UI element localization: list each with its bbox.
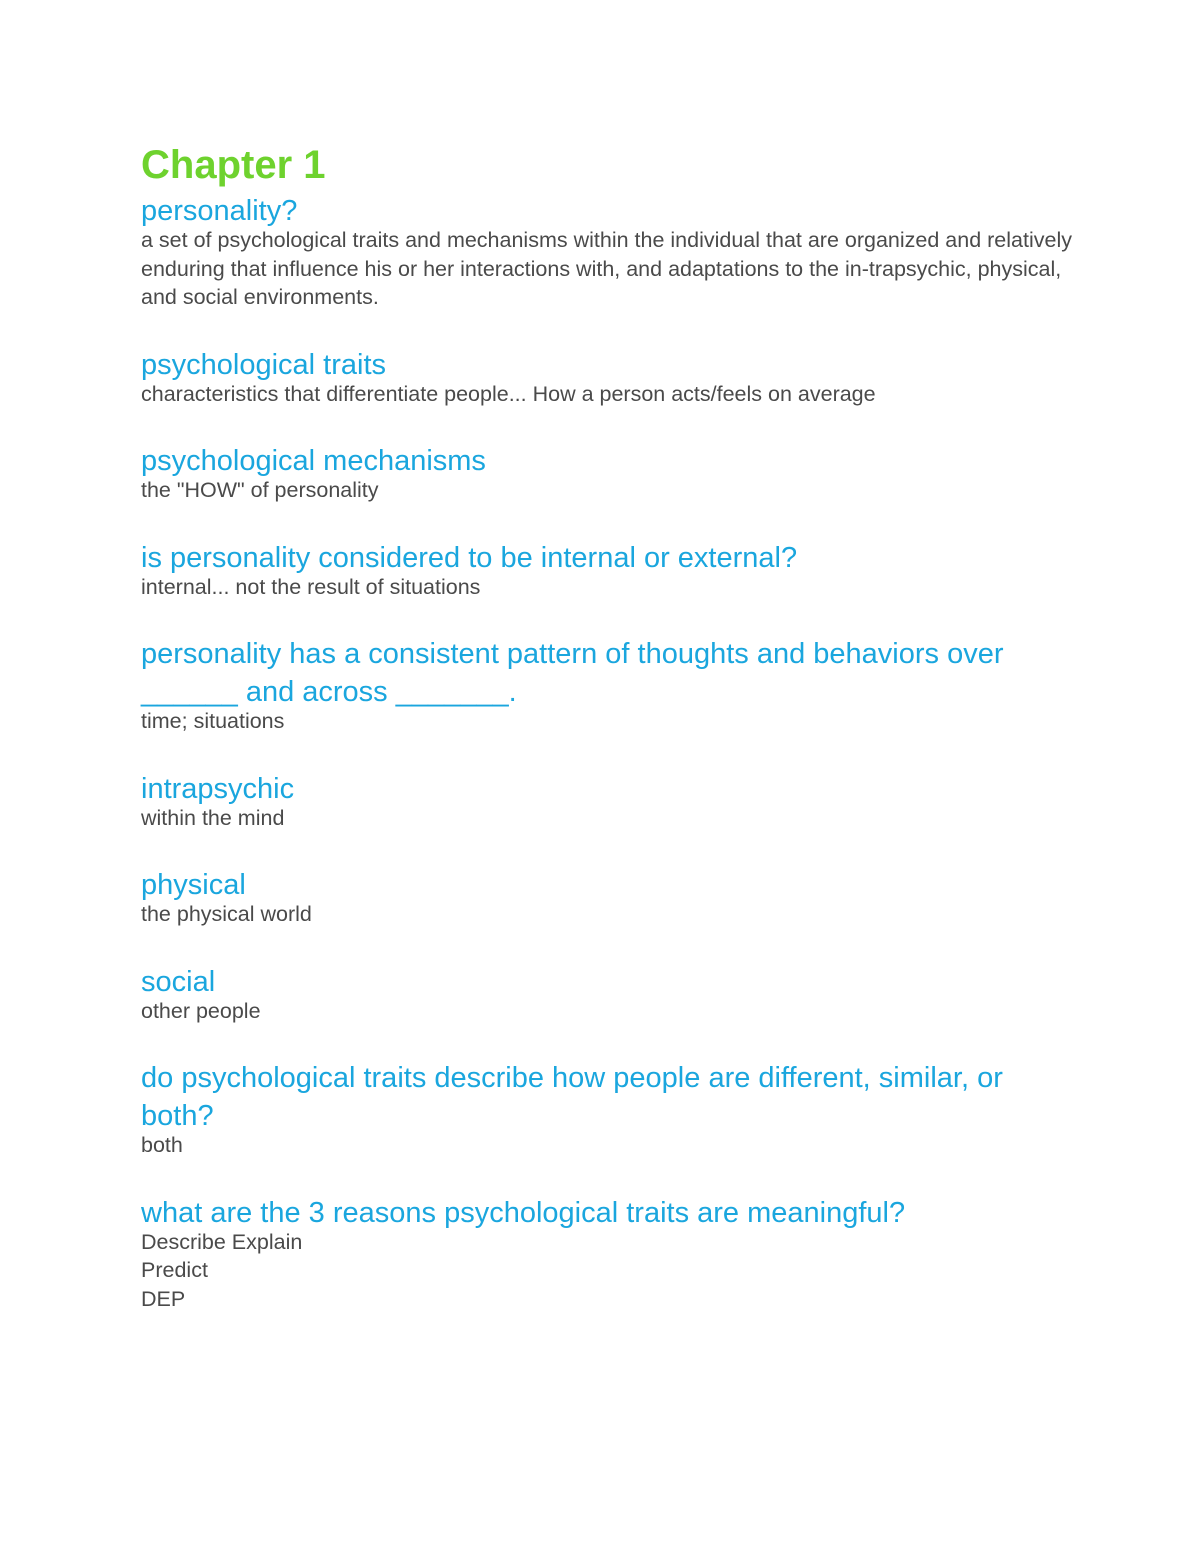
card-term: social bbox=[141, 965, 216, 998]
card-term: psychological traits bbox=[141, 348, 386, 381]
card-definition: a set of psychological traits and mechanisms within the individual that are organized and relatively enduring that influence his or her interactions with, and adaptations to the in-trapsychic, physical, and social environments. bbox=[141, 228, 1072, 309]
card-definition: other people bbox=[141, 998, 261, 1023]
card-term: what are the 3 reasons psychological traits are meaningful? bbox=[141, 1196, 906, 1229]
card-definition: within the mind bbox=[141, 805, 285, 830]
card-definition: Describe Explain Predict DEP bbox=[141, 1229, 303, 1311]
flashcard bbox=[141, 192, 1081, 312]
card-term: physical bbox=[141, 869, 246, 901]
flashcard bbox=[141, 442, 1081, 505]
card-term: personality has a consistent pattern of thoughts and behaviors over ______ and across _______. bbox=[141, 638, 1004, 708]
flashcard bbox=[141, 539, 1081, 602]
flashcard bbox=[141, 770, 1081, 833]
card-term: is personality considered to be internal or external? bbox=[141, 541, 798, 574]
card-term: do psychological traits describe how people are different, similar, or both? bbox=[141, 1062, 1003, 1132]
card-definition: characteristics that differentiate people... How a person acts/feels on average bbox=[141, 381, 876, 406]
flashcard bbox=[141, 635, 1081, 736]
flashcard bbox=[141, 963, 1081, 1026]
flashcard bbox=[141, 346, 1081, 409]
card-term: psychological mechanisms bbox=[141, 445, 486, 477]
document-page bbox=[141, 140, 1081, 1313]
card-term: personality? bbox=[141, 195, 298, 227]
card-definition: the physical world bbox=[141, 902, 312, 926]
card-definition: internal... not the result of situations bbox=[141, 574, 481, 599]
flashcard bbox=[141, 1059, 1081, 1160]
flashcard bbox=[141, 1194, 1081, 1314]
card-term: intrapsychic bbox=[141, 772, 295, 805]
chapter-title: Chapter 1 bbox=[141, 143, 326, 187]
card-definition: both bbox=[141, 1133, 183, 1157]
card-definition: time; situations bbox=[141, 709, 285, 733]
flashcard bbox=[141, 866, 1081, 929]
card-definition: the "HOW" of personality bbox=[141, 478, 379, 502]
